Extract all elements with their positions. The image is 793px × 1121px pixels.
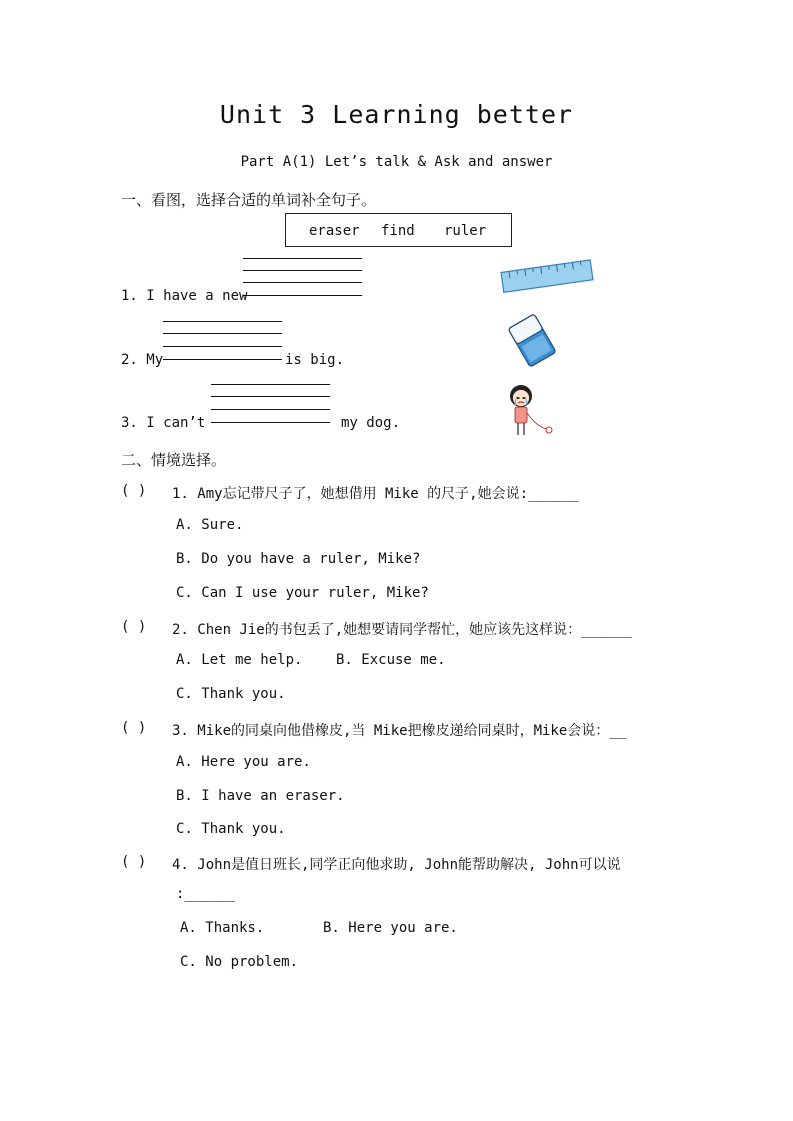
word-eraser: eraser <box>309 223 360 239</box>
question-2-option-c: C. Thank you. <box>176 686 286 702</box>
section-1-heading: 一、看图，选择合适的单词补全句子。 <box>121 191 377 209</box>
question-3-stem: 3. Mike的同桌向他借橡皮,当 Mike把橡皮递给同桌时，Mike会说：__ <box>172 723 627 739</box>
writing-line <box>163 346 282 347</box>
page-title: Unit 3 Learning better <box>219 100 574 129</box>
sentence-3-before: 3. I can’t <box>121 415 206 431</box>
word-find: find <box>381 223 415 239</box>
writing-line <box>211 384 330 385</box>
question-1-option-b: B. Do you have a ruler, Mike? <box>176 551 421 567</box>
question-2-option-a: A. Let me help. <box>176 652 303 668</box>
question-3-option-b: B. I have an eraser. <box>176 788 345 804</box>
writing-line <box>163 321 282 322</box>
writing-line <box>243 258 362 259</box>
writing-line <box>243 270 362 271</box>
sentence-1: 1. I have a new <box>121 288 248 304</box>
writing-line <box>211 396 330 397</box>
question-1-option-a: A. Sure. <box>176 517 244 533</box>
section-2-heading: 二、情境选择。 <box>121 451 227 469</box>
sentence-3-after: my dog. <box>341 415 401 431</box>
word-bank-box <box>285 213 512 247</box>
sentence-2-before: 2. My <box>121 352 164 368</box>
question-4-option-a: A. Thanks. <box>180 920 265 936</box>
answer-paren: ( ) <box>121 483 147 499</box>
question-4-option-b: B. Here you are. <box>323 920 458 936</box>
answer-paren: ( ) <box>121 720 147 736</box>
question-4-stem-cont: :______ <box>176 886 236 902</box>
writing-line <box>163 333 282 334</box>
ruler-icon <box>498 256 598 296</box>
answer-paren: ( ) <box>121 854 147 870</box>
writing-line <box>211 409 330 410</box>
writing-line <box>163 359 282 360</box>
writing-line <box>243 282 362 283</box>
question-2-stem: 2. Chen Jie的书包丢了,她想要请同学帮忙，她应该先这样说：______ <box>172 622 632 638</box>
page-subtitle: Part A(1) Let’s talk & Ask and answer <box>240 154 553 170</box>
question-1-option-c: C. Can I use your ruler, Mike? <box>176 585 429 601</box>
question-4-option-c: C. No problem. <box>180 954 299 970</box>
question-1-stem: 1. Amy忘记带尺子了，她想借用 Mike 的尺子,她会说:______ <box>172 486 579 502</box>
answer-paren: ( ) <box>121 619 147 635</box>
eraser-icon <box>505 310 561 370</box>
sentence-2-after: is big. <box>285 352 345 368</box>
question-3-option-a: A. Here you are. <box>176 754 311 770</box>
question-2-option-b: B. Excuse me. <box>336 652 446 668</box>
writing-line <box>243 295 362 296</box>
question-4-stem: 4. John是值日班长,同学正向他求助, John能帮助解决, John可以说 <box>172 857 621 873</box>
word-ruler: ruler <box>444 223 487 239</box>
question-3-option-c: C. Thank you. <box>176 821 286 837</box>
writing-line <box>211 422 330 423</box>
crying-girl-icon <box>503 383 563 439</box>
